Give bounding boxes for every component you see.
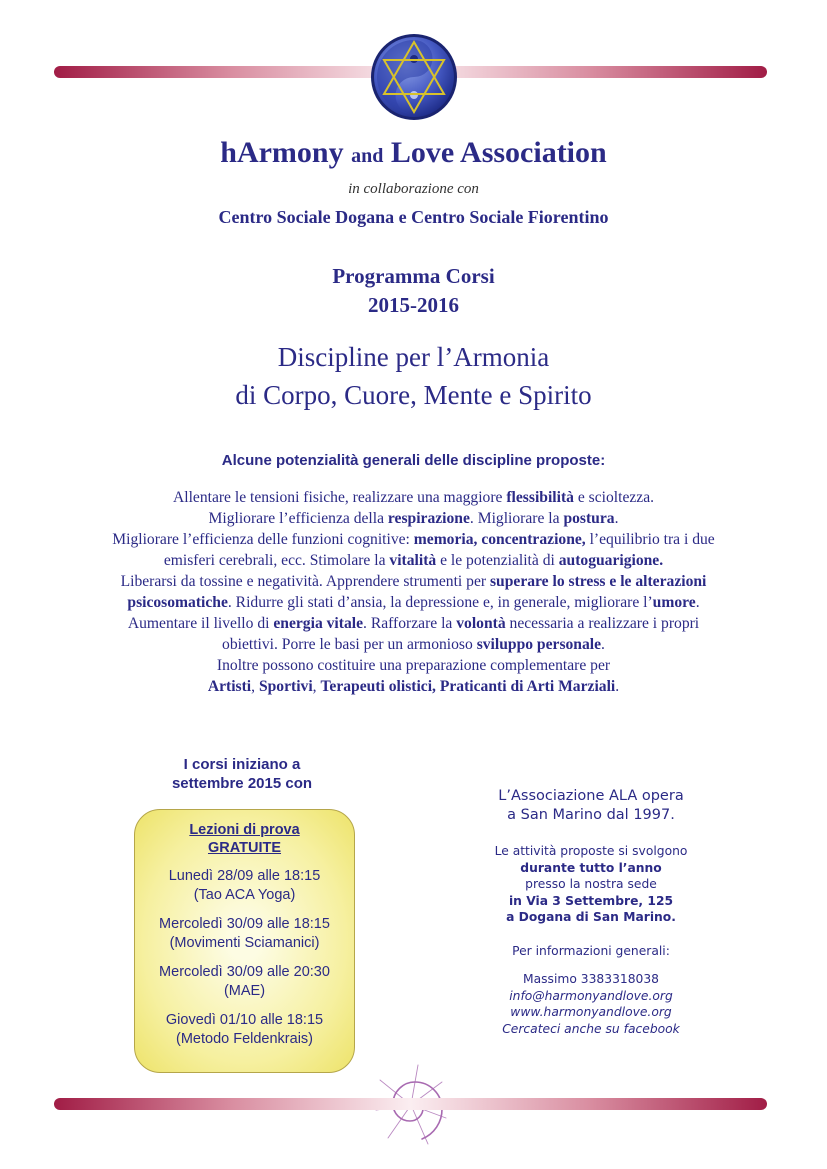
benefit-keyword: energia vitale <box>273 615 364 632</box>
facebook-note: Cercateci anche su facebook <box>502 1021 680 1036</box>
free-trial-lessons-box <box>134 809 355 1073</box>
activities-info <box>452 843 730 926</box>
benefit-keyword: Artisti <box>207 678 252 695</box>
benefit-keyword: volontà <box>456 615 506 632</box>
courses-start-line-1: I corsi iniziano a <box>183 756 301 773</box>
title-part2: Love Association <box>390 136 607 169</box>
title-part1: hArmony <box>220 136 344 169</box>
benefit-text: , <box>312 678 321 695</box>
benefit-text: obiettivi. Porre le basi per un armonioso <box>222 636 477 653</box>
benefit-text: e scioltezza. <box>573 489 655 506</box>
lesson-when: Mercoledì 30/09 alle 18:15 <box>159 916 330 932</box>
title-and: and <box>351 145 384 167</box>
program-title: Programma Corsi <box>332 264 495 288</box>
benefit-text: Migliorare l’efficienza della <box>208 510 388 527</box>
benefit-keyword: memoria, concentrazione, <box>413 531 586 548</box>
lesson-what: (Tao ACA Yoga) <box>193 887 296 903</box>
courses-start-note <box>132 755 352 793</box>
benefit-text: . <box>601 636 605 653</box>
benefit-text: Allentare le tensioni fisiche, realizzare una maggiore <box>172 489 507 506</box>
benefit-keyword: Terapeuti olistici, Praticanti di Arti Marziali <box>320 678 616 695</box>
address-city: a Dogana di San Marino. <box>506 910 676 924</box>
benefit-text: Aumentare il livello di <box>127 615 274 632</box>
benefit-keyword: respirazione <box>387 510 470 527</box>
benefit-keyword: vitalità <box>389 552 437 569</box>
benefit-text: . Ridurre gli stati d’ansia, la depressione e, in generale, migliorare l’ <box>227 594 653 611</box>
lesson-item <box>135 1011 354 1049</box>
benefit-keyword: postura <box>563 510 615 527</box>
association-line-2: a San Marino dal 1997. <box>507 807 675 823</box>
lesson-what: (Metodo Feldenkrais) <box>176 1031 313 1047</box>
lesson-item <box>135 915 354 953</box>
free-lessons-title <box>135 821 354 857</box>
contact-email: info@harmonyandlove.org <box>509 988 673 1003</box>
benefit-text: emisferi cerebrali, ecc. Stimolare la <box>163 552 390 569</box>
activities-line-2: durante tutto l’anno <box>520 860 662 875</box>
discipline-line-1: Discipline per l’Armonia <box>277 342 550 372</box>
discipline-line-2: di Corpo, Cuore, Mente e Spirito <box>235 380 592 410</box>
contact-website: www.harmonyandlove.org <box>510 1005 672 1019</box>
benefit-text: necessaria a realizzare i propri <box>505 615 700 632</box>
benefits-heading: Alcune potenzialità generali delle discipline proposte: <box>221 452 606 469</box>
benefit-text: Migliorare l’efficienza delle funzioni cognitive: <box>112 531 414 548</box>
association-intro <box>452 787 730 825</box>
benefit-keyword: umore <box>652 594 696 611</box>
benefit-keyword: Sportivi <box>258 678 313 695</box>
lesson-when: Giovedì 01/10 alle 18:15 <box>165 1012 324 1028</box>
benefit-text: , <box>251 678 259 695</box>
benefit-keyword: autoguarigione. <box>558 552 664 569</box>
collaboration-note: in collaborazione con <box>348 181 479 197</box>
discipline-headline <box>0 338 827 414</box>
benefit-text: . Rafforzare la <box>363 615 457 632</box>
bottom-decorative-bar <box>54 1098 767 1110</box>
benefit-text: Inoltre possono costituire una preparazione complementare per <box>216 657 611 674</box>
lesson-what: (MAE) <box>223 983 266 999</box>
program-heading <box>0 262 827 320</box>
benefit-text: . Migliorare la <box>469 510 564 527</box>
activities-line-3: presso la nostra sede <box>525 877 657 891</box>
benefit-keyword: psicosomatiche <box>127 594 228 611</box>
contact-phone: Massimo 3383318038 <box>522 972 660 986</box>
benefit-keyword: sviluppo personale <box>476 636 602 653</box>
benefit-keyword: superare lo stress e le alterazioni <box>489 573 707 590</box>
general-info-label: Per informazioni generali: <box>512 944 670 958</box>
free-lessons-title-line-1: Lezioni di prova <box>189 822 300 838</box>
lesson-item <box>135 963 354 1001</box>
benefit-text: l’equilibrio tra i due <box>585 531 715 548</box>
contacts-block <box>452 971 730 1037</box>
address-street: in Via 3 Settembre, 125 <box>508 893 674 908</box>
association-title <box>0 136 827 170</box>
benefit-text: . <box>615 678 620 695</box>
free-lessons-title-line-2: GRATUITE <box>207 840 282 856</box>
yin-yang-star-logo-icon <box>369 32 459 122</box>
benefit-text: e le potenzialità di <box>436 552 559 569</box>
benefits-paragraph <box>0 487 827 697</box>
benefit-text: . <box>695 594 700 611</box>
benefit-text: . <box>614 510 619 527</box>
lesson-when: Mercoledì 30/09 alle 20:30 <box>159 964 330 980</box>
benefit-keyword: flessibilità <box>506 489 574 506</box>
courses-start-line-2: settembre 2015 con <box>171 775 313 792</box>
partner-centers: Centro Sociale Dogana e Centro Sociale Fiorentino <box>218 207 609 227</box>
lesson-what: (Movimenti Sciamanici) <box>169 935 320 951</box>
activities-line-1: Le attività proposte si svolgono <box>494 844 688 858</box>
lesson-when: Lunedì 28/09 alle 18:15 <box>168 868 321 884</box>
program-year: 2015-2016 <box>368 293 459 317</box>
lesson-item <box>135 867 354 905</box>
association-line-1: L’Associazione ALA opera <box>498 788 684 804</box>
benefit-text: Liberarsi da tossine e negatività. Apprendere strumenti per <box>120 573 490 590</box>
